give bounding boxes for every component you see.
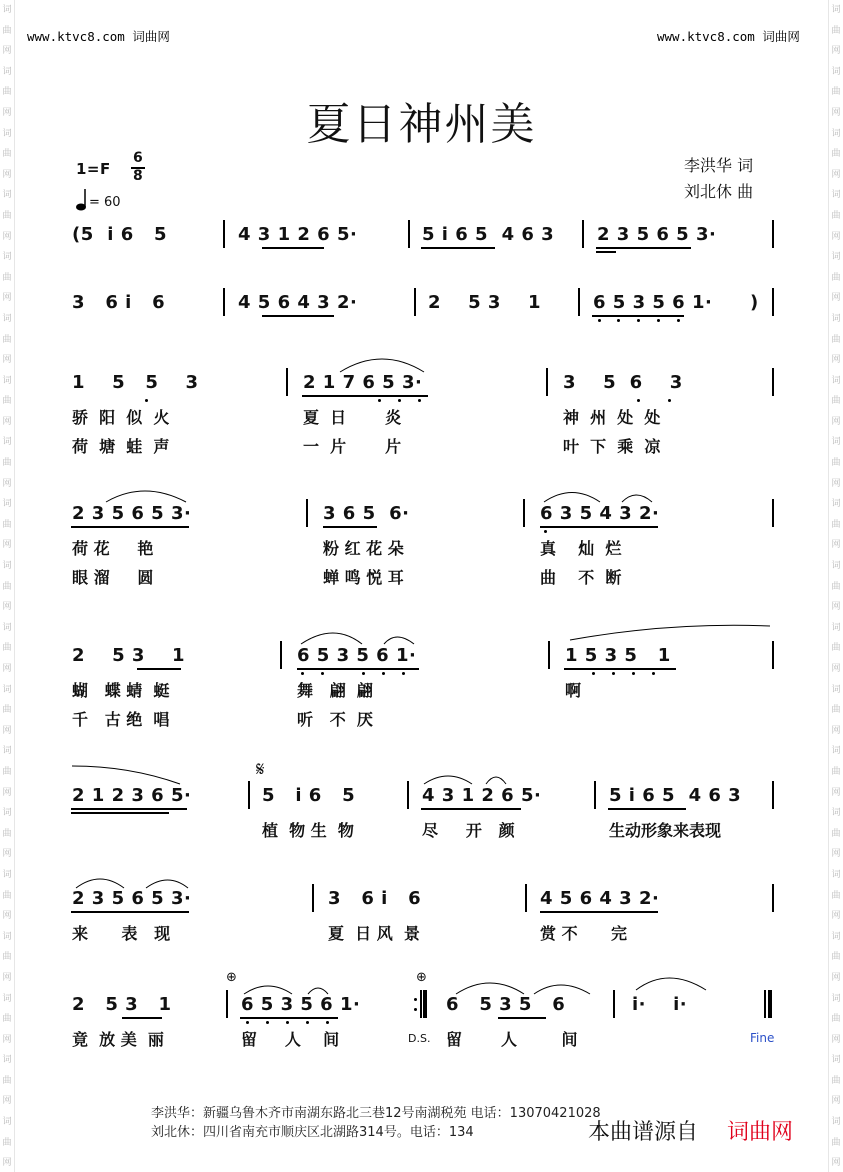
line8-bar3: 6 5 3 5 6 [446, 994, 566, 1015]
line6-bar1: 2 1 2 3 6 5· [72, 785, 192, 806]
line2-bar3: 2 5 3 1 [428, 292, 541, 313]
lyricist-credit: 李洪华 词 [684, 156, 754, 175]
slur [340, 359, 424, 372]
line5-bar1: 2 5 3 1 [72, 645, 185, 666]
line6-bar4: 5 i 6 5 4 6 3 [609, 785, 742, 806]
side-watermark-text: 词 曲 网 [831, 684, 841, 736]
side-watermark-text: 词 曲 网 [831, 561, 841, 613]
side-watermark-text: 词 曲 网 [831, 808, 841, 860]
side-watermark-text: 词 曲 网 [2, 993, 12, 1045]
line7-bar1: 2 3 5 6 5 3· [72, 888, 192, 909]
lyrics-verse1: 荷 花 艳 [72, 539, 154, 558]
side-watermark-text: 词 曲 网 [2, 1117, 12, 1169]
side-watermark-text: 词 曲 网 [831, 1117, 841, 1169]
side-watermark-text: 词 曲 网 [2, 128, 12, 180]
slur [636, 978, 706, 990]
line8-bar1: 2 5 3 1 [72, 994, 172, 1015]
side-watermark-text: 词 曲 网 [831, 746, 841, 798]
side-watermark-text: 词 曲 网 [831, 622, 841, 674]
line5-bar2: 6 5 3 5 6 1· [297, 645, 417, 666]
coda-icon: ⊕ [416, 970, 428, 985]
composer-credit: 刘北休 曲 [684, 182, 754, 201]
lyrics-verse1: 植 物 生 物 [262, 821, 354, 840]
side-watermark-text: 词 曲 网 [2, 808, 12, 860]
line1-bar1: (5 i 6 5 [72, 224, 168, 245]
side-watermark-text: 词 曲 网 [2, 746, 12, 798]
line8-bar2: 6 5 3 5 6 1· [241, 994, 361, 1015]
line3-bar1: 1 5 5 3 [72, 372, 199, 393]
fine-mark: Fine [750, 1031, 775, 1045]
line8-bar4: i· i· [632, 994, 688, 1015]
site-url-right[interactable]: www.ktvc8.com 词曲网 [657, 29, 800, 44]
coda-icon: ⊕ [226, 970, 238, 985]
side-watermark-text: 词 曲 网 [2, 1055, 12, 1107]
lyrics-verse2: 听 不 厌 [297, 710, 373, 729]
lyrics-verse1: 留 人 间 [446, 1030, 578, 1049]
lyrics-verse1: 神 州 处 处 [563, 408, 661, 427]
site-url-left[interactable]: www.ktvc8.com 词曲网 [27, 29, 170, 44]
side-watermark-text: 词 曲 网 [831, 66, 841, 118]
slur [106, 491, 186, 502]
line5-bar3: 1 5 3 5 1 [565, 645, 671, 666]
slur [308, 988, 328, 994]
line6-bar2: 5 i 6 5 [262, 785, 356, 806]
lyrics-verse1: 真 灿 烂 [540, 539, 622, 558]
line2-bar4: 6 5 3 5 6 1· [593, 292, 713, 313]
lyrics-verse1: 骄 阳 似 火 [72, 408, 170, 427]
lyrics-verse2: 蝉 鸣 悦 耳 [323, 568, 404, 587]
source-label: 本曲谱源自 [588, 1120, 699, 1145]
lyrics-verse1: 啊 [565, 681, 582, 700]
slur [72, 766, 180, 784]
slur [486, 777, 506, 784]
slur [544, 493, 600, 503]
composer-address: 刘北休：四川省南充市顺庆区北湖路314号。电话：134 [151, 1125, 474, 1140]
lyrics-verse2: 一 片 片 [303, 437, 402, 456]
side-watermark-text: 词 曲 网 [2, 437, 12, 489]
lyrics-verse1: 尽 开 颜 [422, 821, 515, 840]
time-signature-top: 6 [133, 150, 144, 166]
close-paren: ) [750, 292, 759, 313]
side-watermark-text: 词 曲 网 [831, 128, 841, 180]
lyrics-verse1: 留 人 间 [241, 1030, 340, 1049]
line7-bar3: 4 5 6 4 3 2· [540, 888, 660, 909]
side-watermark-text: 词 曲 网 [2, 869, 12, 922]
dal-segno-mark: D.S. [408, 1032, 431, 1045]
side-watermark-text: 词 曲 网 [2, 561, 12, 613]
line3-bar2: 2 1 7 6 5 3· [303, 372, 423, 393]
slur [384, 637, 414, 644]
side-watermark-text: 词 曲 网 [2, 313, 12, 366]
side-watermark-text: 词 曲 网 [831, 869, 841, 922]
side-watermark-text: 词 曲 网 [831, 993, 841, 1045]
song-title: 夏日神州美 [306, 99, 537, 150]
side-watermark-text: 词 曲 网 [2, 499, 12, 551]
lyricist-address: 李洪华：新疆乌鲁木齐市南湖东路北三巷12号南湖税苑 电话：13070421028 [151, 1106, 601, 1121]
side-watermark-text: 词 曲 网 [2, 5, 12, 57]
slur [570, 625, 770, 640]
side-watermark-text: 词 曲 网 [831, 313, 841, 366]
lyrics-verse2: 荷 塘 蛙 声 [72, 437, 170, 456]
lyrics-verse2: 眼 溜 圆 [72, 568, 154, 587]
line6-bar3: 4 3 1 2 6 5· [422, 785, 542, 806]
lyrics-verse2: 千 古 绝 唱 [72, 710, 170, 729]
line3-bar3: 3 5 6 3 [563, 372, 683, 393]
side-watermark-text: 词 曲 网 [2, 622, 12, 674]
lyrics-verse1: 赏 不 完 [540, 924, 627, 943]
lyrics-verse2: 曲 不 断 [540, 568, 622, 587]
source-site-link[interactable]: 词曲网 [727, 1120, 794, 1145]
lyrics-verse1: 舞 翩 翩 [297, 681, 373, 700]
line1-bar4: 2 3 5 6 5 3· [597, 224, 717, 245]
side-watermark-text: 词 曲 网 [831, 190, 841, 242]
lyrics-verse1: 粉 红 花 朵 [323, 539, 404, 558]
slur [424, 776, 472, 784]
lyrics-verse1: 蝴 蝶 蜻 蜓 [72, 681, 170, 700]
slur [146, 880, 188, 888]
side-watermark-text: 词 曲 网 [831, 931, 841, 983]
side-watermark-text: 词 曲 网 [2, 66, 12, 118]
time-signature-bottom: 8 [133, 168, 144, 184]
line4-bar3: 6 3 5 4 3 2· [540, 503, 660, 524]
line4-bar1: 2 3 5 6 5 3· [72, 503, 192, 524]
line2-bar1: 3 6 i 6 [72, 292, 166, 313]
lyrics-verse2: 叶 下 乘 凉 [563, 437, 661, 456]
line1-bar3: 5 i 6 5 4 6 3 [422, 224, 555, 245]
tempo-value: = 60 [89, 195, 121, 210]
lyrics-verse1: 夏 日 风 景 [328, 924, 420, 943]
lyrics-verse1: 夏 日 炎 [303, 408, 402, 427]
side-watermark-text: 词 曲 网 [2, 252, 12, 304]
side-watermark-text: 词 曲 网 [2, 375, 12, 427]
side-watermark-text: 词 曲 网 [831, 252, 841, 304]
side-watermark-text: 词 曲 网 [831, 375, 841, 427]
lyrics-verse1: 竟 放 美 丽 [72, 1030, 164, 1049]
side-watermark-text: 词 曲 网 [831, 1055, 841, 1107]
key-signature: 1=F [76, 160, 111, 178]
side-watermark-text: 词 曲 网 [2, 190, 12, 242]
lyrics-verse1: 生动形象来表现 [609, 821, 722, 840]
slur [534, 985, 590, 994]
lyrics-verse1: 来 表 现 [72, 924, 171, 943]
side-watermark-text: 词 曲 网 [831, 499, 841, 551]
side-watermark-text: 词 曲 网 [831, 437, 841, 489]
slur [76, 879, 124, 888]
slur [456, 983, 524, 994]
side-watermark-text: 词 曲 网 [2, 684, 12, 736]
slur [622, 495, 652, 502]
segno-icon: 𝄋 [256, 757, 266, 781]
side-watermark-text: 词 曲 网 [831, 5, 841, 57]
line2-bar2: 4 5 6 4 3 2· [238, 292, 358, 313]
slur [301, 633, 362, 644]
line7-bar2: 3 6 i 6 [328, 888, 422, 909]
slur [244, 986, 292, 994]
line4-bar2: 3 6 5 6· [323, 503, 410, 524]
line1-bar2: 4 3 1 2 6 5· [238, 224, 358, 245]
side-watermark-text: 词 曲 网 [2, 931, 12, 983]
